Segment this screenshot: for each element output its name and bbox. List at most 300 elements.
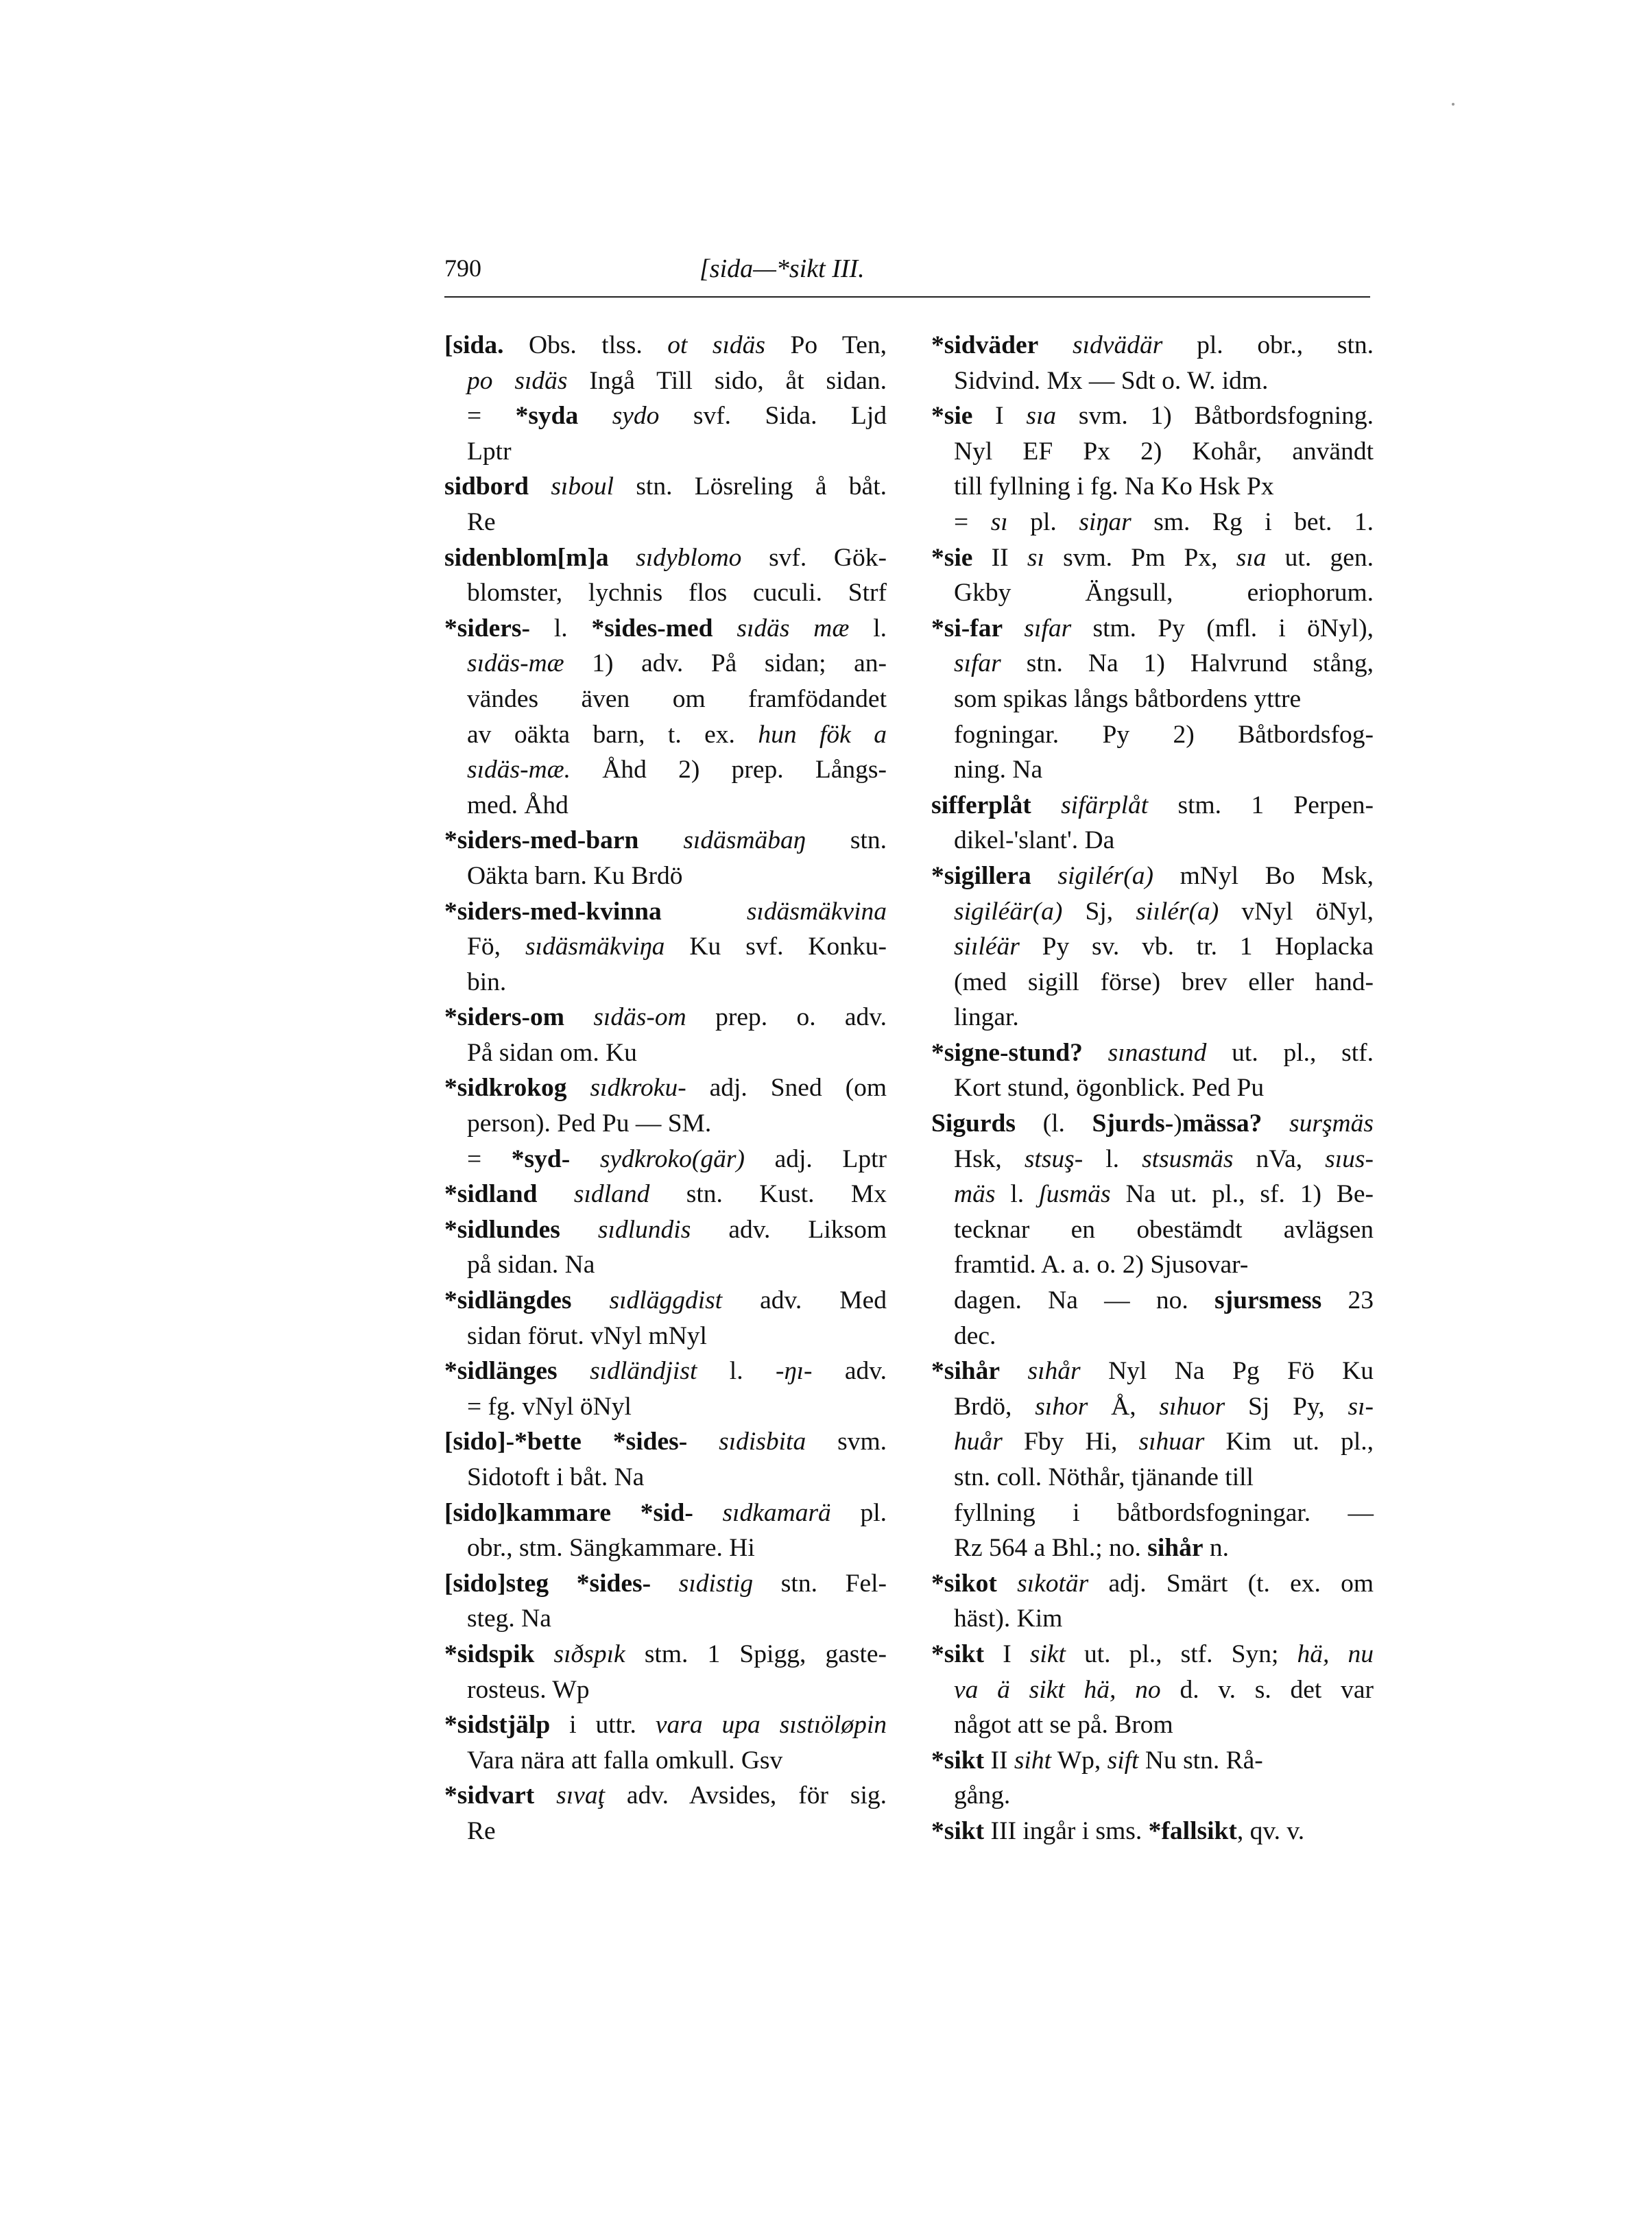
headword: *sides-	[612, 1428, 688, 1456]
definition-text: adv. Med	[722, 1286, 887, 1315]
definition-text: dec.	[954, 1321, 996, 1350]
definition-text: d. v. s. det var	[1160, 1675, 1374, 1704]
definition-text: Sidotoft i båt. Na	[467, 1463, 645, 1491]
definition-text: l.	[1083, 1144, 1142, 1173]
definition-text: adv.	[812, 1357, 887, 1386]
dictionary-line	[444, 540, 887, 576]
definition-text: tecknar en obestämdt avlägsen	[954, 1215, 1374, 1244]
definition-text: Åhd 2) prep. Långs-	[571, 756, 887, 784]
headword: *sidlängdes	[444, 1286, 572, 1315]
pronunciation: sydo	[612, 402, 660, 431]
dictionary-line	[444, 1177, 887, 1212]
pronunciation: sıdäsmäkvina	[746, 897, 887, 926]
pronunciation: sıdländjist	[590, 1357, 697, 1386]
headword: *sie	[931, 402, 973, 431]
definition-text: något att se på. Brom	[954, 1711, 1173, 1740]
dictionary-line	[444, 1035, 887, 1071]
definition-text	[534, 1781, 556, 1810]
dictionary-line	[931, 1389, 1374, 1425]
pronunciation: sı-	[1348, 1392, 1374, 1421]
pronunciation: sıhuar	[1138, 1428, 1205, 1456]
headword: *sikt	[931, 1746, 985, 1775]
headword: *sihår	[931, 1357, 1001, 1386]
dictionary-line	[444, 363, 887, 399]
headword: *fallsikt	[1148, 1816, 1237, 1845]
dictionary-line	[931, 1672, 1374, 1708]
headword: *sides-med	[591, 614, 713, 642]
definition-text: l.	[995, 1180, 1040, 1209]
dictionary-line	[931, 646, 1374, 682]
definition-text	[558, 1357, 590, 1385]
definition-text: svf. Sida. Ljd	[659, 402, 887, 431]
definition-text: Re	[467, 1816, 496, 1845]
definition-text: l.	[849, 614, 887, 642]
headword: *si-far	[931, 614, 1003, 642]
pronunciation: ot sıdäs	[667, 331, 765, 359]
pronunciation: mäs	[954, 1180, 996, 1209]
definition-text: Wp,	[1051, 1746, 1108, 1775]
definition-text: ut. gen.	[1266, 543, 1374, 572]
headword: *syd-	[511, 1144, 571, 1173]
dictionary-line	[931, 1601, 1374, 1637]
dictionary-line	[931, 1566, 1374, 1602]
headword: *sid-	[640, 1498, 693, 1527]
headword: *sidstjälp	[444, 1711, 551, 1740]
pronunciation: sıa	[1236, 543, 1267, 572]
definition-text	[611, 1499, 641, 1527]
pronunciation: ʃusmäs	[1039, 1180, 1111, 1209]
headword: *sidlänges	[444, 1357, 558, 1386]
definition-text	[1000, 1357, 1027, 1385]
dictionary-line	[931, 929, 1374, 965]
pronunciation: sıdäs-om	[593, 1003, 686, 1032]
definition-text: adj. Smärt (t. ex. om	[1088, 1569, 1374, 1598]
pronunciation: sıdäsmäkviŋa	[525, 933, 665, 961]
definition-text	[651, 1570, 679, 1598]
pronunciation: sıdäs mæ	[737, 614, 850, 642]
definition-text: gång.	[954, 1781, 1011, 1810]
dictionary-line	[931, 1495, 1374, 1531]
definition-text	[997, 1570, 1017, 1598]
dictionary-line	[931, 575, 1374, 611]
headword: *signe-stund?	[931, 1038, 1083, 1067]
pronunciation: sıhor	[1035, 1392, 1088, 1421]
definition-text: pl.	[830, 1498, 887, 1527]
headword: *sikot	[931, 1569, 997, 1598]
headword: [sido]steg	[444, 1569, 549, 1598]
definition-text: Kim ut. pl.,	[1204, 1428, 1374, 1456]
definition-text	[1031, 862, 1058, 890]
definition-text	[560, 1216, 598, 1244]
definition-text	[1038, 331, 1073, 359]
running-head: [sida—*sikt III.	[699, 254, 865, 283]
dictionary-line	[931, 540, 1374, 576]
definition-text: stn. Lösreling å båt.	[614, 472, 887, 501]
dictionary-line	[444, 1106, 887, 1142]
dictionary-line	[931, 1106, 1374, 1142]
definition-text: pl. obr., stn.	[1162, 331, 1374, 359]
definition-text: = fg. vNyl öNyl	[467, 1392, 632, 1421]
definition-text: Nyl EF Px 2) Kohår, användt	[954, 437, 1374, 466]
pronunciation: sıa	[1026, 402, 1057, 431]
pronunciation: sıdläggdist	[609, 1286, 723, 1315]
definition-text: dikel-'slant'. Da	[954, 826, 1115, 855]
definition-text: svm. 1) Båtbordsfogning.	[1056, 402, 1374, 431]
dictionary-line	[931, 1424, 1374, 1460]
pronunciation: sıfar	[1024, 614, 1072, 642]
dictionary-line	[931, 1778, 1374, 1814]
dictionary-line	[931, 1177, 1374, 1212]
definition-text: Nu stn. Rå-	[1138, 1746, 1263, 1775]
definition-text: svm. Pm Px,	[1044, 543, 1236, 572]
definition-text: adv. Liksom	[691, 1215, 887, 1244]
dictionary-line	[444, 1601, 887, 1637]
dictionary-line	[931, 682, 1374, 717]
dictionary-line	[931, 1070, 1374, 1106]
dictionary-line	[444, 965, 887, 1000]
dictionary-line	[931, 1637, 1374, 1672]
definition-text: häst). Kim	[954, 1605, 1063, 1633]
dictionary-line	[931, 434, 1374, 470]
definition-text: (l.	[1015, 1109, 1092, 1138]
pronunciation: sıdäsmäbaŋ	[683, 826, 806, 855]
dictionary-line	[931, 752, 1374, 788]
dictionary-line	[444, 1319, 887, 1354]
definition-text: stn. Na 1) Halvrund stång,	[1001, 649, 1374, 678]
definition-text: som spikas långs båtbordens yttre	[954, 684, 1302, 713]
pronunciation: sınastund	[1108, 1038, 1207, 1067]
pronunciation: siht	[1014, 1746, 1052, 1775]
definition-text	[1031, 791, 1061, 819]
dictionary-line	[931, 328, 1374, 363]
dictionary-line	[444, 1212, 887, 1248]
definition-text: l.	[530, 614, 592, 642]
definition-text: Kort stund, ögonblick. Ped Pu	[954, 1074, 1265, 1103]
definition-text	[1083, 1039, 1108, 1067]
pronunciation: hä, nu	[1297, 1639, 1374, 1668]
definition-text: )	[1173, 1109, 1182, 1138]
definition-text: bin.	[467, 968, 507, 996]
headword: sidbord	[444, 472, 529, 501]
dictionary-line	[444, 1283, 887, 1319]
dictionary-line	[444, 894, 887, 930]
definition-text: sm. Rg i bet. 1.	[1131, 507, 1374, 536]
dictionary-line	[444, 717, 887, 753]
definition-text: Sj,	[1062, 897, 1136, 926]
definition-text: Sj Py,	[1225, 1392, 1348, 1421]
definition-text: Ingå Till sido, åt sidan.	[567, 366, 887, 395]
dictionary-line	[444, 1354, 887, 1389]
pronunciation: sıvaţ	[556, 1781, 605, 1810]
dictionary-line	[444, 505, 887, 540]
dictionary-line	[931, 858, 1374, 894]
dictionary-line	[931, 1283, 1374, 1319]
headword: *sidland	[444, 1180, 538, 1209]
dictionary-line	[931, 788, 1374, 824]
dictionary-line	[444, 1672, 887, 1708]
dictionary-line	[931, 363, 1374, 399]
dictionary-line	[444, 682, 887, 717]
dictionary-line	[444, 1247, 887, 1283]
headword: *siders-med-kvinna	[444, 897, 662, 926]
dictionary-line	[931, 1814, 1374, 1849]
dictionary-line	[444, 1566, 887, 1602]
pronunciation: sı	[1027, 543, 1044, 572]
pronunciation: vara upa sıstıöløpin	[655, 1711, 887, 1740]
dictionary-line	[931, 611, 1374, 647]
dictionary-line	[444, 611, 887, 647]
definition-text: fyllning i båtbordsfogningar. —	[954, 1498, 1374, 1527]
headword: Sjurds-	[1092, 1109, 1174, 1138]
headword: *sidlundes	[444, 1215, 560, 1244]
dictionary-line	[444, 1778, 887, 1814]
pronunciation: hun fök a	[758, 720, 887, 749]
definition-text: På sidan om. Ku	[467, 1038, 637, 1067]
definition-text: adj. Lptr	[744, 1144, 887, 1173]
definition-text	[687, 1428, 719, 1456]
pronunciation: sıdisbita	[719, 1428, 806, 1456]
definition-text: I	[984, 1639, 1030, 1668]
definition-text: svm.	[806, 1428, 887, 1456]
definition-text: Ku svf. Konku-	[665, 933, 887, 961]
dictionary-line	[444, 575, 887, 611]
dictionary-line	[444, 752, 887, 788]
dictionary-line	[931, 1247, 1374, 1283]
definition-text	[693, 1499, 723, 1527]
definition-text: n.	[1203, 1534, 1230, 1563]
definition-text: Po Ten,	[765, 331, 887, 359]
dictionary-line	[931, 1707, 1374, 1743]
headword: *siders-	[444, 614, 530, 642]
definition-text: rosteus. Wp	[467, 1675, 590, 1704]
definition-text: ut. pl., stf.	[1206, 1038, 1374, 1067]
definition-text	[572, 1286, 610, 1314]
pronunciation: sigilér(a)	[1057, 861, 1153, 890]
pronunciation: sı	[990, 507, 1008, 536]
dictionary-line	[444, 646, 887, 682]
definition-text: på sidan. Na	[467, 1251, 595, 1279]
definition-text: vNyl öNyl,	[1219, 897, 1374, 926]
dictionary-line	[931, 1743, 1374, 1779]
headword: sifferplåt	[931, 791, 1031, 819]
dictionary-line	[931, 1530, 1374, 1566]
definition-text: dagen. Na — no.	[954, 1286, 1215, 1315]
definition-text: nVa,	[1233, 1144, 1326, 1173]
pronunciation: siılér(a)	[1136, 897, 1219, 926]
pronunciation: sıdyblomo	[636, 543, 742, 572]
definition-text: obr., stm. Sängkammare. Hi	[467, 1534, 755, 1563]
definition-text	[713, 614, 737, 642]
dictionary-line	[931, 398, 1374, 434]
definition-text: II	[972, 543, 1027, 572]
definition-text: Å,	[1088, 1392, 1160, 1421]
pronunciation: stsusmäs	[1142, 1144, 1234, 1173]
pronunciation: siıléär	[954, 933, 1020, 961]
pronunciation: po sıdäs	[467, 366, 568, 395]
pronunciation: huår	[954, 1428, 1003, 1456]
headword: *sidväder	[931, 331, 1039, 359]
definition-text: Sidvind. Mx — Sdt o. W. idm.	[954, 366, 1269, 395]
dictionary-line	[444, 1495, 887, 1531]
pronunciation: sıdistig	[678, 1569, 754, 1598]
pronunciation: sıdkamarä	[722, 1498, 831, 1527]
definition-text: mNyl Bo Msk,	[1153, 861, 1374, 890]
dictionary-line	[931, 1212, 1374, 1248]
dictionary-line	[931, 469, 1374, 505]
definition-text: Gkby Ängsull, eriophorum.	[954, 579, 1374, 608]
pronunciation: sıdäs-mæ	[467, 649, 564, 678]
definition-text: lingar.	[954, 1003, 1019, 1032]
dictionary-line	[444, 788, 887, 824]
definition-text: Obs. tlss.	[503, 331, 668, 359]
definition-text: steg. Na	[467, 1605, 551, 1633]
dictionary-line	[931, 1035, 1374, 1071]
definition-text: Rz 564 a Bhl.; no.	[954, 1534, 1148, 1563]
right-column	[931, 328, 1374, 1849]
pronunciation: sıkotär	[1017, 1569, 1089, 1598]
definition-text	[638, 826, 683, 854]
dictionary-line	[444, 1389, 887, 1425]
pronunciation: sıdkroku-	[590, 1074, 686, 1103]
dictionary-line	[931, 505, 1374, 540]
pronunciation: sıdvädär	[1073, 331, 1163, 359]
dictionary-line	[444, 858, 887, 894]
pronunciation: sıdland	[573, 1180, 650, 1209]
definition-text: blomster, lychnis flos cuculi. Strf	[467, 579, 887, 608]
page-header	[444, 254, 1370, 295]
dictionary-line	[931, 1354, 1374, 1389]
definition-text: stm. 1 Spigg, gaste-	[625, 1639, 887, 1668]
definition-text: ning. Na	[954, 756, 1043, 784]
headword: *sie	[931, 543, 973, 572]
definition-text: II	[984, 1746, 1014, 1775]
definition-text	[582, 1428, 613, 1456]
dictionary-line	[444, 1743, 887, 1779]
definition-text: svf. Gök-	[741, 543, 887, 572]
definition-text: Hsk,	[954, 1144, 1025, 1173]
dictionary-line	[444, 1637, 887, 1672]
header-rule	[444, 296, 1370, 298]
definition-text: Fö,	[467, 933, 525, 961]
definition-text: Oäkta barn. Ku Brdö	[467, 861, 683, 890]
pronunciation: sikt	[1029, 1639, 1066, 1668]
definition-text	[549, 1570, 577, 1598]
headword: [sido]kammare	[444, 1498, 612, 1527]
dictionary-line	[444, 469, 887, 505]
dictionary-line	[444, 1707, 887, 1743]
pronunciation: sıðspık	[553, 1639, 625, 1668]
headword: Sigurds	[931, 1109, 1016, 1138]
definition-text: med. Åhd	[467, 791, 568, 819]
paper-speck	[1452, 103, 1455, 106]
definition-text: (med sigill förse) brev eller hand-	[954, 968, 1374, 996]
dictionary-line	[444, 398, 887, 434]
pronunciation: sigiléär(a)	[954, 897, 1063, 926]
definition-text: I	[972, 402, 1027, 431]
dictionary-line	[931, 1460, 1374, 1495]
definition-text: Fby Hi,	[1002, 1428, 1139, 1456]
definition-text: stn.	[805, 826, 887, 855]
dictionary-line	[444, 1000, 887, 1035]
definition-text: 23	[1321, 1286, 1374, 1315]
headword: *siders-med-barn	[444, 826, 639, 855]
definition-text: Na ut. pl., sf. 1) Be-	[1110, 1180, 1374, 1209]
pronunciation: sifärplåt	[1061, 791, 1149, 819]
dictionary-line	[444, 434, 887, 470]
definition-text: stn. Fel-	[753, 1569, 887, 1598]
headword: *sigillera	[931, 861, 1031, 890]
definition-text	[538, 1180, 574, 1208]
definition-text: =	[954, 507, 991, 536]
definition-text: ut. pl., stf. Syn;	[1065, 1639, 1297, 1668]
definition-text: Nyl Na Pg Fö Ku	[1080, 1357, 1374, 1386]
definition-text	[567, 1074, 590, 1102]
headword: *sidspik	[444, 1639, 535, 1668]
dictionary-line	[444, 1814, 887, 1849]
definition-text: stm. Py (mfl. i öNyl),	[1071, 614, 1374, 642]
definition-text: till fyllning i fg. Na Ko Hsk Px	[954, 472, 1274, 501]
definition-text	[564, 1003, 593, 1031]
pronunciation: stsuş-	[1024, 1144, 1084, 1173]
definition-text: pl.	[1007, 507, 1079, 536]
pronunciation: sıboul	[551, 472, 614, 501]
pronunciation: -ŋı-	[776, 1357, 813, 1386]
dictionary-line	[931, 1142, 1374, 1177]
definition-text: framtid. A. a. o. 2) Sjusovar-	[954, 1251, 1249, 1279]
definition-text: prep. o. adv.	[686, 1003, 887, 1032]
definition-text: i uttr.	[550, 1711, 656, 1740]
definition-text: =	[467, 1144, 512, 1173]
pronunciation: va ä sikt hä, no	[954, 1675, 1161, 1704]
definition-text: , qv. v.	[1236, 1816, 1305, 1845]
headword: *sidvart	[444, 1781, 535, 1810]
definition-text: sidan förut. vNyl mNyl	[467, 1321, 707, 1350]
definition-text	[609, 544, 636, 572]
definition-text	[529, 472, 551, 501]
definition-text: Vara nära att falla omkull. Gsv	[467, 1746, 783, 1775]
pronunciation: sıhuor	[1159, 1392, 1225, 1421]
headword: sihår	[1147, 1534, 1204, 1563]
definition-text: stm. 1 Perpen-	[1148, 791, 1374, 819]
dictionary-line	[931, 1319, 1374, 1354]
dictionary-line	[444, 823, 887, 858]
dictionary-line	[444, 1142, 887, 1177]
definition-text: stn. Kust. Mx	[649, 1180, 887, 1209]
definition-text: Lptr	[467, 437, 512, 466]
pronunciation: sift	[1107, 1746, 1139, 1775]
definition-text	[662, 898, 747, 926]
dictionary-line	[931, 894, 1374, 930]
dictionary-line	[444, 1424, 887, 1460]
pronunciation: sıhår	[1027, 1357, 1081, 1386]
definition-text: fogningar. Py 2) Båtbordsfog-	[954, 720, 1374, 749]
pronunciation: sydkroko(gär)	[599, 1144, 745, 1173]
headword: [sido]-*bette	[444, 1428, 582, 1456]
definition-text: 1) adv. På sidan; an-	[564, 649, 887, 678]
dictionary-line	[444, 929, 887, 965]
definition-text: stn. coll. Nöthår, tjänande till	[954, 1463, 1254, 1491]
headword: *syda	[515, 402, 579, 431]
headword: *siders-om	[444, 1003, 564, 1032]
headword: mässa?	[1182, 1109, 1262, 1138]
definition-text: Py sv. vb. tr. 1 Hoplacka	[1019, 933, 1374, 961]
dictionary-line	[444, 1070, 887, 1106]
dictionary-line	[444, 328, 887, 363]
headword: sidenblom[m]a	[444, 543, 609, 572]
pronunciation: sıfar	[954, 649, 1001, 678]
dictionary-line	[931, 717, 1374, 753]
headword: sjursmess	[1214, 1286, 1322, 1315]
